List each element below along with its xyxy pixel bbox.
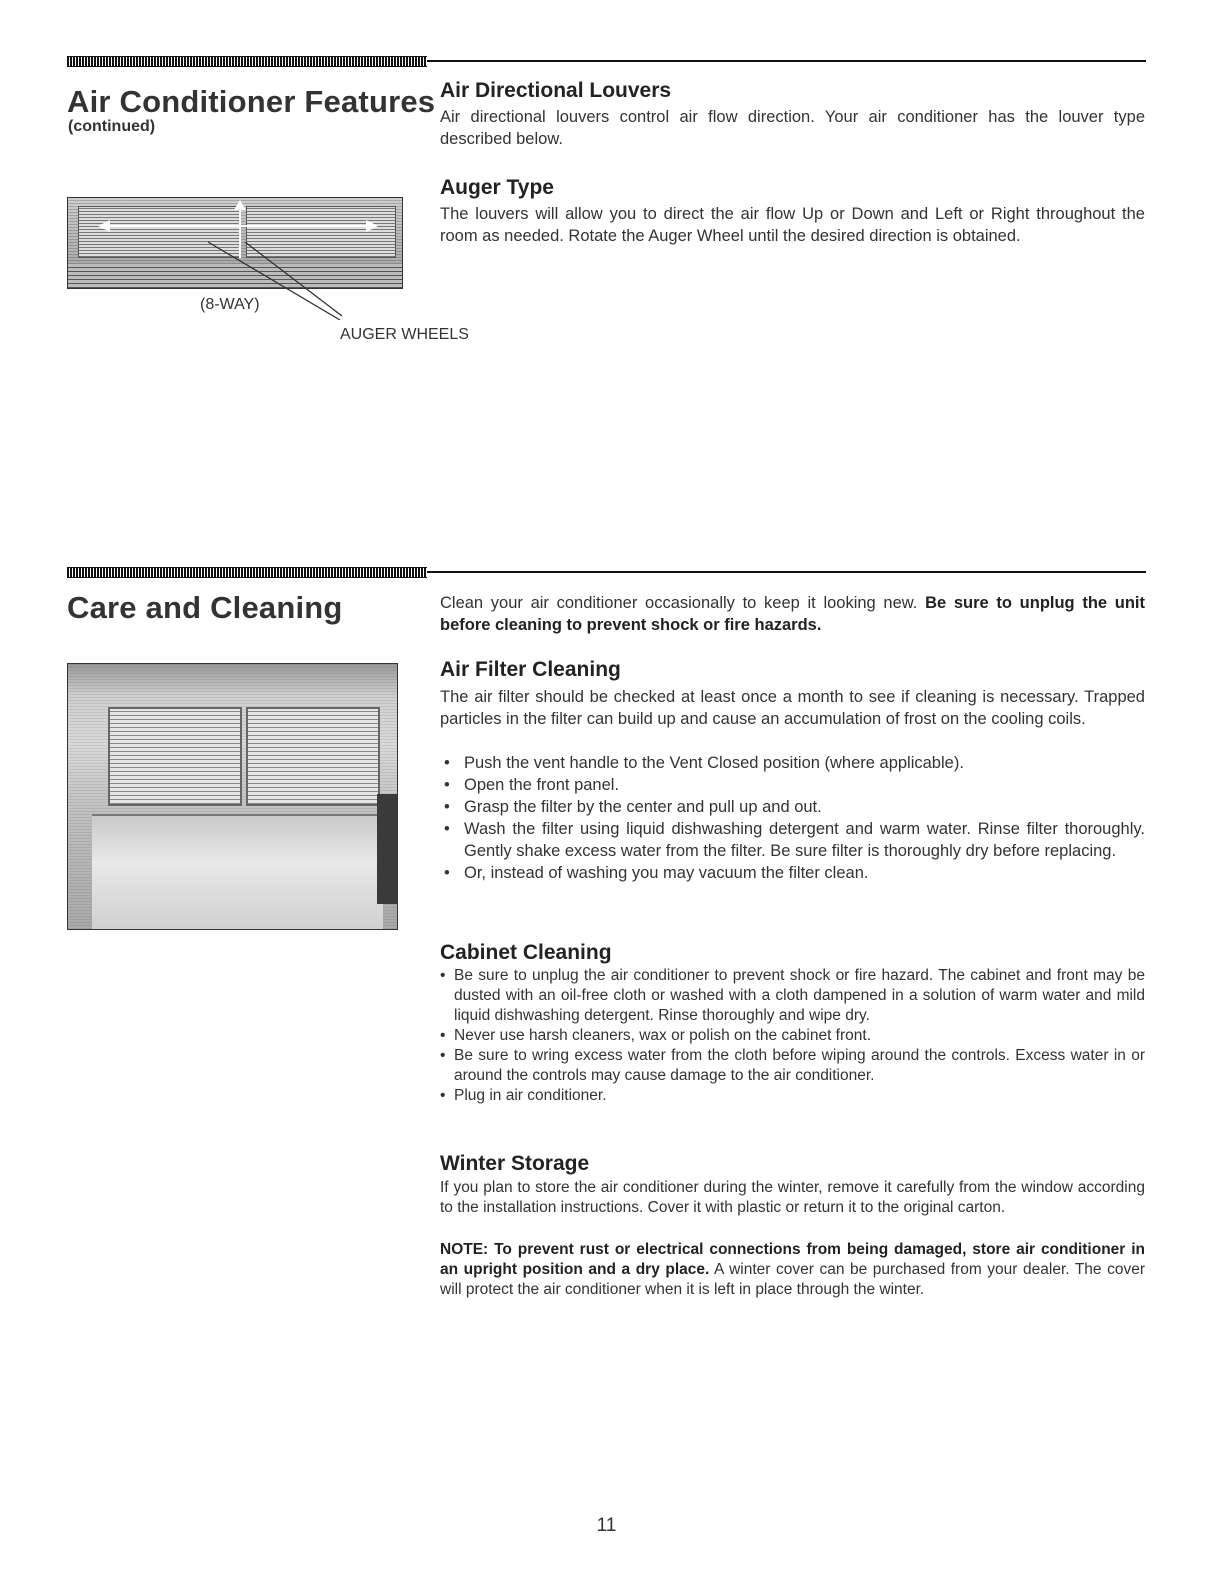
left-grille: [108, 707, 242, 806]
winter-heading: Winter Storage: [440, 1152, 590, 1175]
list-item: • Plug in air conditioner.: [440, 1086, 1145, 1106]
air-conditioner-photo: [67, 663, 398, 930]
list-item: • Be sure to wring excess water from the cloth before wiping around the controls. Excess water in or around the controls may cause damage to the air conditioner.: [440, 1046, 1145, 1086]
list-item: • Wash the filter using liquid dishwashing detergent and warm water. Rinse filter thoroughly. Gently shake excess water from the filter. Be sure filter is thoroughly dry before replacing.: [440, 818, 1145, 862]
front-panel: [92, 814, 383, 930]
winter-note: [440, 1240, 1145, 1300]
section-title: Care and Cleaning: [67, 590, 343, 625]
winter-note-warning: NOTE: To prevent rust or electrical connections from being damaged, store air conditioner in an upright position and a dry place.: [440, 1241, 1145, 1278]
callout-lines: [150, 240, 450, 320]
auger-heading: Auger Type: [440, 176, 554, 199]
section-rule-line: [427, 60, 1146, 62]
care-intro-warning: Be sure to unplug the unit before cleaning to prevent shock or fire hazards.: [440, 594, 1146, 634]
care-intro-text: Clean your air conditioner occasionally to keep it looking new.: [440, 594, 918, 612]
winter-text: If you plan to store the air conditioner during the winter, remove it carefully from the window according to the installation instructions. Cover it with plastic or return it to the original carton.: [440, 1179, 1145, 1216]
right-grille: [246, 707, 380, 806]
figure-label-auger-wheels: AUGER WHEELS: [340, 326, 469, 343]
list-item: • Push the vent handle to the Vent Closed position (where applicable).: [440, 752, 1145, 774]
section-rule-line: [427, 571, 1146, 573]
care-intro: [440, 592, 1145, 636]
figure-label-8way: (8-WAY): [200, 296, 260, 313]
filter-text: The air filter should be checked at least once a month to see if cleaning is necessary. Trapped particles in the filter can build up and cause an accumulation of frost on the cooling coils.: [440, 688, 1145, 728]
section-rule-bar: [67, 567, 427, 578]
list-item: • Be sure to unplug the air conditioner to prevent shock or fire hazard. The cabinet and front may be dusted with an oil-free cloth or washed with a cloth dampened in a solution of warm water and mild liquid dishwashing detergent. Rinse thoroughly and wipe dry.: [440, 966, 1145, 1026]
list-item: • Never use harsh cleaners, wax or polish on the cabinet front.: [440, 1026, 1145, 1046]
filter-steps-list: [440, 752, 1145, 884]
louvers-text: Air directional louvers control air flow direction. Your air conditioner has the louver type described below.: [440, 108, 1145, 148]
section-subtitle: (continued): [68, 118, 156, 135]
list-item: • Or, instead of washing you may vacuum the filter clean.: [440, 862, 1145, 884]
section-title: Air Conditioner Features: [67, 84, 436, 119]
photo-shadow: [377, 794, 397, 904]
winter-note-text: A winter cover can be purchased from your dealer. The cover will protect the air conditioner when it is left in place through the winter.: [440, 1261, 1146, 1298]
cabinet-steps-list: [440, 966, 1145, 1106]
filter-heading: Air Filter Cleaning: [440, 658, 621, 681]
auger-text: The louvers will allow you to direct the air flow Up or Down and Left or Right throughout the room as needed. Rotate the Auger Wheel until the desired direction is obtained.: [440, 205, 1145, 245]
louvers-heading: Air Directional Louvers: [440, 79, 672, 102]
page-number: 11: [596, 1515, 617, 1536]
list-item: • Grasp the filter by the center and pull up and out.: [440, 796, 1145, 818]
cabinet-heading: Cabinet Cleaning: [440, 941, 612, 964]
section-rule-bar: [67, 56, 427, 67]
list-item: • Open the front panel.: [440, 774, 1145, 796]
